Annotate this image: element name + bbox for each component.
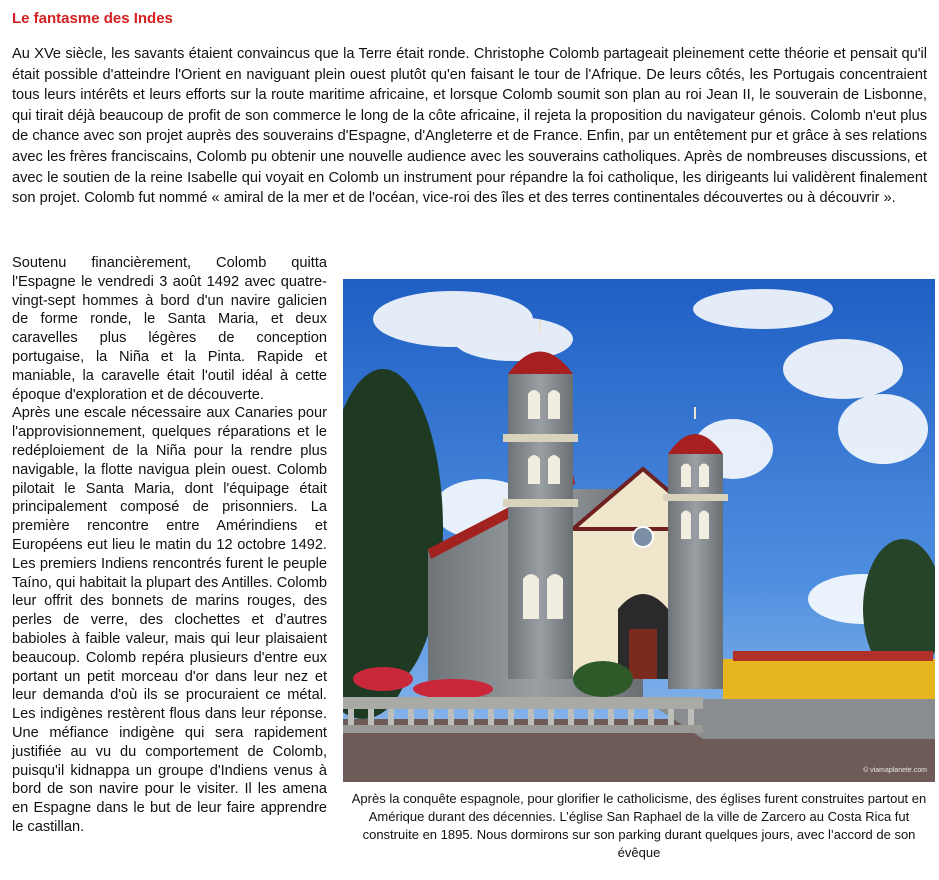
intro-paragraph: Au XVe siècle, les savants étaient convaincus que la Terre était ronde. Christophe Colomb partageait pleinement cette théorie et pensait qu'il était possible d'atteindre l'Orient en naviguant plein ouest plutôt qu'en faisant le tour de l'Afrique. De leurs côtés, les Portugais concentraient tous leurs intérêts et leurs efforts sur la route maritime africaine, et lorsque Colomb soumit son plan au roi Jean II, le souverain de Lisbonne, qui tirait déjà beaucoup de profit de son commerce le long de la côte africaine, il rejeta la proposition du navigateur génois. Colomb n'eut plus de chance avec son projet auprès des souverains d'Espagne, d'Angleterre et de France. Enfin, par un entêtement pur et grâce à ses relations avec les frères franciscains, Colomb pu obtenir une nouvelle audience avec les souverains catholiques. Après de nombreuses discussions, et avec le soutien de la reine Isabelle qui voyait en Colomb un instrument pour répandre la foi catholique, les dirigeants lui validèrent finalement son projet. Colomb fut nommé « amiral de la mer et de l'océan, vice-roi des îles et des terres continentales découvertes ou à découvrir ». bbox=[12, 46, 927, 207]
body-column bbox=[12, 254, 327, 837]
column-paragraph-1: Soutenu financièrement, Colomb quitta l'Espagne le vendredi 3 août 1492 avec quatre-vingt-sept hommes à bord d'un navire galicien de forme ronde, le Santa Maria, et deux caravelles plus légères de conception portugaise, la Niña et la Pinta. Rapide et maniable, la caravelle était l'outil idéal à cette époque d'exploration et de découverte. bbox=[12, 255, 327, 403]
photo-caption: Après la conquête espagnole, pour glorifier le catholicisme, des églises furent construites partout en Amérique durant des décennies. L’église San Raphael de la ville de Zarcero au Costa Rica fut construite en 1895. Nous dormirons sur son parking durant quelques jours, avec l’accord de son évêque bbox=[351, 791, 927, 860]
column-paragraph-2: Après une escale nécessaire aux Canaries pour l'approvisionnement, quelques réparations et le redéploiement de la Niña pour la rendre plus navigable, la flotte navigua plein ouest. Colomb pilotait le Santa Maria, dont l'équipage était principalement composé de prisonniers. La première rencontre entre Amérindiens et Européens eut lieu le matin du 12 octobre 1492. Les premiers Indiens rencontrés furent le peuple Taíno, qui habitait la plupart des Antilles. Colomb leur offrit des bonnets de marins rouges, des perles de verre, des clochettes et d’autres babioles à faible valeur, mais qui leur plaisaient beaucoup. Colomb repéra plusieurs d'entre eux portant un petit morceau d'or dans leur nez et leur demanda d'où ils se procuraient ce métal. Les indigènes restèrent flous dans leur réponse. Une méfiance indigène qui sera rapidement justifiée au vu du comportement de Colomb, puisqu'il kidnappa un groupe d'Indiens venus à bord de son navire pour le visiter. Il les amena en Espagne dans le but de leur faire apprendre le castillan. bbox=[12, 405, 327, 835]
church-illustration bbox=[343, 279, 935, 782]
photo-watermark: © viamaplanete.com bbox=[863, 767, 927, 774]
church-photo bbox=[343, 279, 935, 782]
article-title: Le fantasme des Indes bbox=[12, 10, 173, 27]
